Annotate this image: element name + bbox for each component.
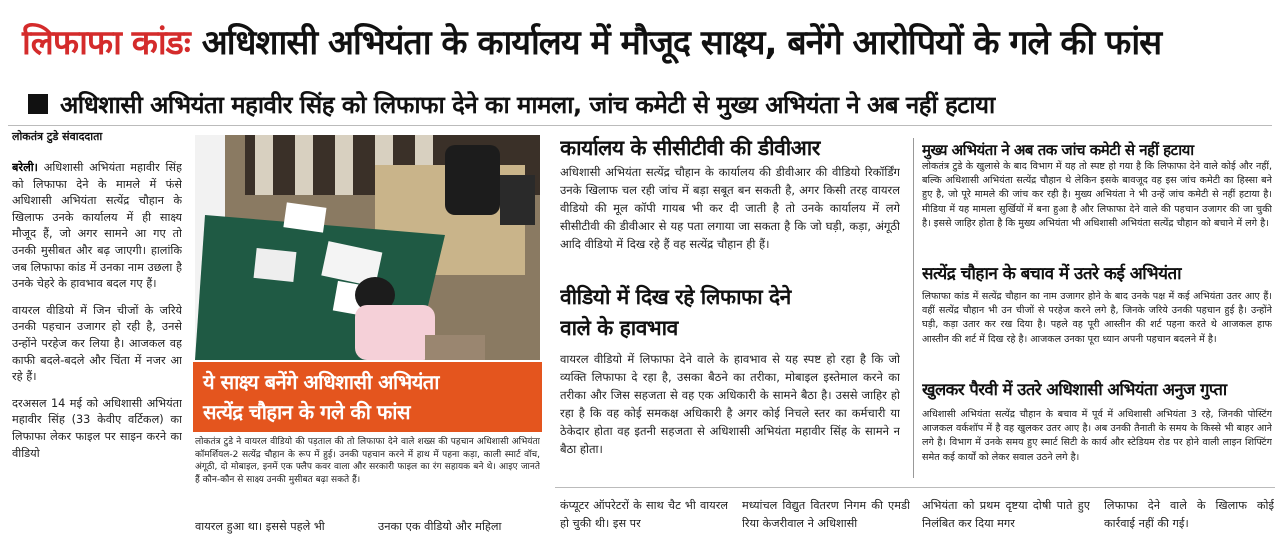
section-heading-dvr: कार्यालय के सीसीटीवी की डीवीआर: [560, 136, 820, 160]
bottom-text-5: अभियंता को प्रथम दृष्टया दोषी पाते हुए निलंबित कर दिया मगर: [922, 499, 1090, 530]
bottom-text-2: उनका एक वीडियो और महिला: [378, 520, 502, 533]
headline-kicker: लिफाफा कांडः: [22, 23, 190, 63]
sub-headline-text: अधिशासी अभियंता महावीर सिंह को लिफाफा देने का मामला, जांच कमेटी से मुख्य अभियंता ने अब नहीं हटाया: [60, 90, 995, 119]
col3-paragraph-2: वायरल वीडियो में लिफाफा देने वाले के हावभाव से यह स्पष्ट हो रहा है कि जो व्यक्ति लिफाफा दे रहा है, उसका बैठने का तरीका, मोबाइल इस्तेमाल करने का तरीका और जिस सहजता से वह एक अधिकारी के सामने बैठा है। उससे जाहिर हो रहा है कि वह कोई समकक्ष अधिकारी है अगर कोई निचले स्तर का कर्मचारी या ठेकेदार होता वह इतनी सहजता से अधिशासी अभियंता महावीर सिंह के सामने न बैठा होता।: [560, 352, 900, 456]
heading-line-1: वीडियो में दिख रहे लिफाफा देने: [560, 285, 791, 309]
square-bullet-icon: [28, 94, 48, 114]
headline-text: अधिशासी अभियंता के कार्यालय में मौजूद साक्ष्य, बनेंगे आरोपियों के गले की फांस: [201, 23, 1162, 63]
header-divider: [8, 125, 1272, 126]
section-heading-anuj-gupta: खुलकर पैरवी में उतरे अधिशासी अभियंता अनुज गुप्ता: [922, 380, 1227, 399]
callout-line-1: ये साक्ष्य बनेंगे अधिशासी अभियंता: [203, 370, 439, 394]
callout-line-2: सत्येंद्र चौहान के गले की फांस: [203, 400, 410, 424]
col1-paragraph-3: दरअसल 14 मई को अधिशासी अभियंता महावीर सिंह (33 केवीए वर्टिकल) का लिफाफा लेकर फाइल पर साइन करने का वीडियो: [12, 396, 182, 460]
bottom-text-6: लिफाफा देने वाले के खिलाफ कोई कार्रवाई नहीं की गई।: [1104, 499, 1274, 530]
col4-paragraph-3: अधिशासी अभियंता सत्येंद्र चौहान के बचाव में पूर्व में अधिशासी अभियंता 3 रहे, जिनकी पोस्टिंग आजकल वर्कशॉप में है वह खुलकर उतर आए है। अब उनकी तैनाती के समय के किस्से भी बाहर आने लगे है। विभाग में उनके समय हुए स्मार्ट सिटी के कार्य और स्टेडियम रोड पर होने वाली लाइन शिफ्टिंग समेत कई कार्यों को लेकर सवाल उठने लगे है।: [922, 409, 1272, 463]
office-scene-image: [195, 135, 540, 360]
bottom-divider: [555, 487, 1275, 488]
byline: लोकतंत्र टुडे संवाददाता: [12, 130, 103, 143]
col4-paragraph-2: लिफाफा कांड में सत्येंद्र चौहान का नाम उजागर होने के बाद उनके पक्ष में कई अभियंता उतर आए हैं। वहीं सत्येंद्र चौहान भी उन चीजों से परहेज करने लगे है, जिनके जरिये उनकी पहचान हुई है। उन्होंने घड़ी, कड़ा उतार कर रख दिया है। पहले वह पूरी आस्तीन की शर्ट पहना करते थे आजकल हाफ आस्तीन की शर्ट में दिख रहे है। आजकल उनका पूरा ध्यान अपनी पहचान बदलने में है।: [922, 291, 1272, 345]
photo-caption: लोकतंत्र टुडे ने वायरल वीडियो की पड़ताल की तो लिफाफा देने वाले शख्स की पहचान अधिशासी अभियंता कॉमर्शियल-2 सत्येंद्र चौहान के रूप में हुई। उनकी पहचान करने में हाथ में पहना कड़ा, काली स्मार्ट वॉच, अंगूठी, दो मोबाइल, इनमें एक फ्लैप कवर वाला और सरकारी फाइल का रंग सहायक बने थे। आइए जानते हैं कौन-कौन से साक्ष्य उनकी मुसीबत बढ़ा सकते हैं।: [195, 437, 540, 485]
photo-callout: [193, 362, 542, 432]
section-heading-gestures: [560, 282, 905, 344]
bottom-text-4: मध्यांचल विद्युत वितरण निगम की एमडी रिया केजरीवाल ने अधिशासी: [742, 499, 910, 530]
bottom-text-3: कंप्यूटर ऑपरेटरों के साथ चैट भी वायरल हो चुकी थी। इस पर: [560, 499, 728, 530]
col4-paragraph-1: लोकतंत्र टुडे के खुलासे के बाद विभाग में यह तो स्पष्ट हो गया है कि लिफाफा देने वाले कोई और नहीं, बल्कि अधिशासी अभियंता सत्येंद्र चौहान थे लेकिन इसके बावजूद वह इस जांच कमेटी का हिस्सा बने हुए है, जो पूरे मामले की जांच कर रही है। मुख्य अभियंता ने भी उन्हें जांच कमेटी से नहीं हटाया है। मीडिया में यह मामला सुर्खियों में बना हुआ है और लिफाफा देने वाले की पहचान उजागर की जा चुकी है। इससे जाहिर होता है कि मुख्य अभियंता भी अधिशासी अभियंता सत्येंद्र चौहान को बचाने में लगे है।: [922, 161, 1272, 229]
main-headline: [0, 0, 1280, 82]
column-1: [12, 160, 182, 535]
col1-paragraph-2: वायरल वीडियो में जिन चीजों के जरिये उनकी पहचान उजागर हो रही है, उनसे उन्होंने परहेज कर लिया है। आजकल वह काफी बदले-बदले और चिंता में नजर आ रहे हैं।: [12, 303, 182, 384]
column-divider: [913, 138, 914, 478]
col3-paragraph-1: अधिशासी अभियंता सत्येंद्र चौहान के कार्यालय की डीवीआर की वीडियो रिकॉर्डिंग उनके खिलाफ चल रही जांच में बड़ा सबूत बन सकती है, अगर किसी तरह वायरल वीडियो की मूल कॉपी गायब भी कर दी जाती है तो उनके कार्यालय में लगे सीसीटीवी की डीवीआर से यह पता लगाया जा सकता है कि जो घड़ी, कड़ा, अंगूठी आदि वीडियो में दिख रहे हैं वह सत्येंद्र चौहान ही हैं।: [560, 165, 900, 251]
news-photo: [195, 135, 540, 360]
heading-line-2: वाले के हावभाव: [560, 316, 678, 340]
dateline: बरेली।: [12, 161, 38, 174]
col1-paragraph-1: अधिशासी अभियंता महावीर सिंह को लिफाफा देने के मामले में फंसे अधिशासी अभियंता सत्येंद्र चौहान के खिलाफ उनके कार्यालय में ही साक्ष्य मौजूद हैं, जो अगर सामने आ गए तो उनकी मुसीबत और बढ़ जाएगी। हालांकि जब लिफाफा कांड में उनका नाम उछला है उनके चेहरे के हावभाव बदल गए हैं।: [12, 161, 182, 291]
section-heading-committee: मुख्य अभियंता ने अब तक जांच कमेटी से नहीं हटाया: [922, 141, 1194, 159]
section-heading-defense: सत्येंद्र चौहान के बचाव में उतरे कई अभियंता: [922, 264, 1182, 284]
sub-headline: [0, 85, 1280, 123]
bottom-text-1: वायरल हुआ था। इससे पहले भी: [195, 520, 325, 533]
